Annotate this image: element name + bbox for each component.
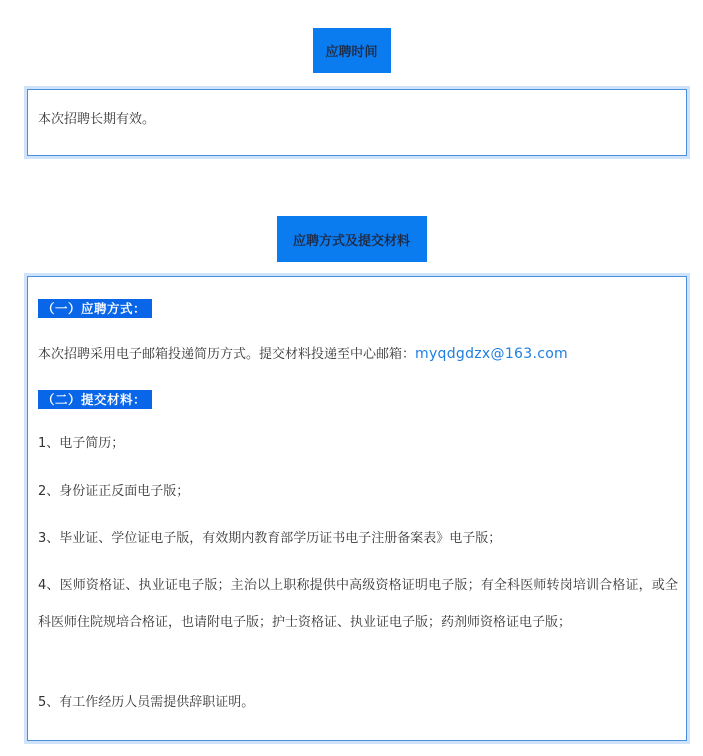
application-time-text: 本次招聘长期有效。 [38, 112, 156, 127]
material-item-3: 3、毕业证、学位证电子版，有效期内教育部学历证书电子注册备案表》电子版； [38, 531, 502, 546]
method-heading-tag: （一）应聘方式： [38, 299, 152, 318]
materials-heading-tag: （二）提交材料： [38, 390, 152, 409]
section-title-application-method: 应聘方式及提交材料 [277, 216, 427, 262]
application-method-box [24, 273, 690, 744]
application-time-inner-border [27, 89, 687, 156]
application-method-inner-border [27, 276, 687, 741]
method-paragraph [38, 344, 568, 365]
email-link[interactable]: myqdgdzx@163.com [415, 346, 568, 362]
application-time-box [24, 86, 690, 159]
material-item-1: 1、电子简历； [38, 436, 125, 451]
method-text: 本次招聘采用电子邮箱投递简历方式。提交材料投递至中心邮箱： [38, 347, 416, 362]
material-item-2: 2、身份证正反面电子版； [38, 484, 190, 499]
material-item-5: 5、有工作经历人员需提供辞职证明。 [38, 695, 255, 710]
material-item-4: 4、医师资格证、执业证电子版；主治以上职称提供中高级资格证明电子版；有全科医师转岗培训合格证，或全科医师住院规培合格证，也请附电子版；护士资格证、执业证电子版；药剂师资格证电子版； [38, 578, 678, 630]
section-title-application-time: 应聘时间 [313, 28, 391, 73]
